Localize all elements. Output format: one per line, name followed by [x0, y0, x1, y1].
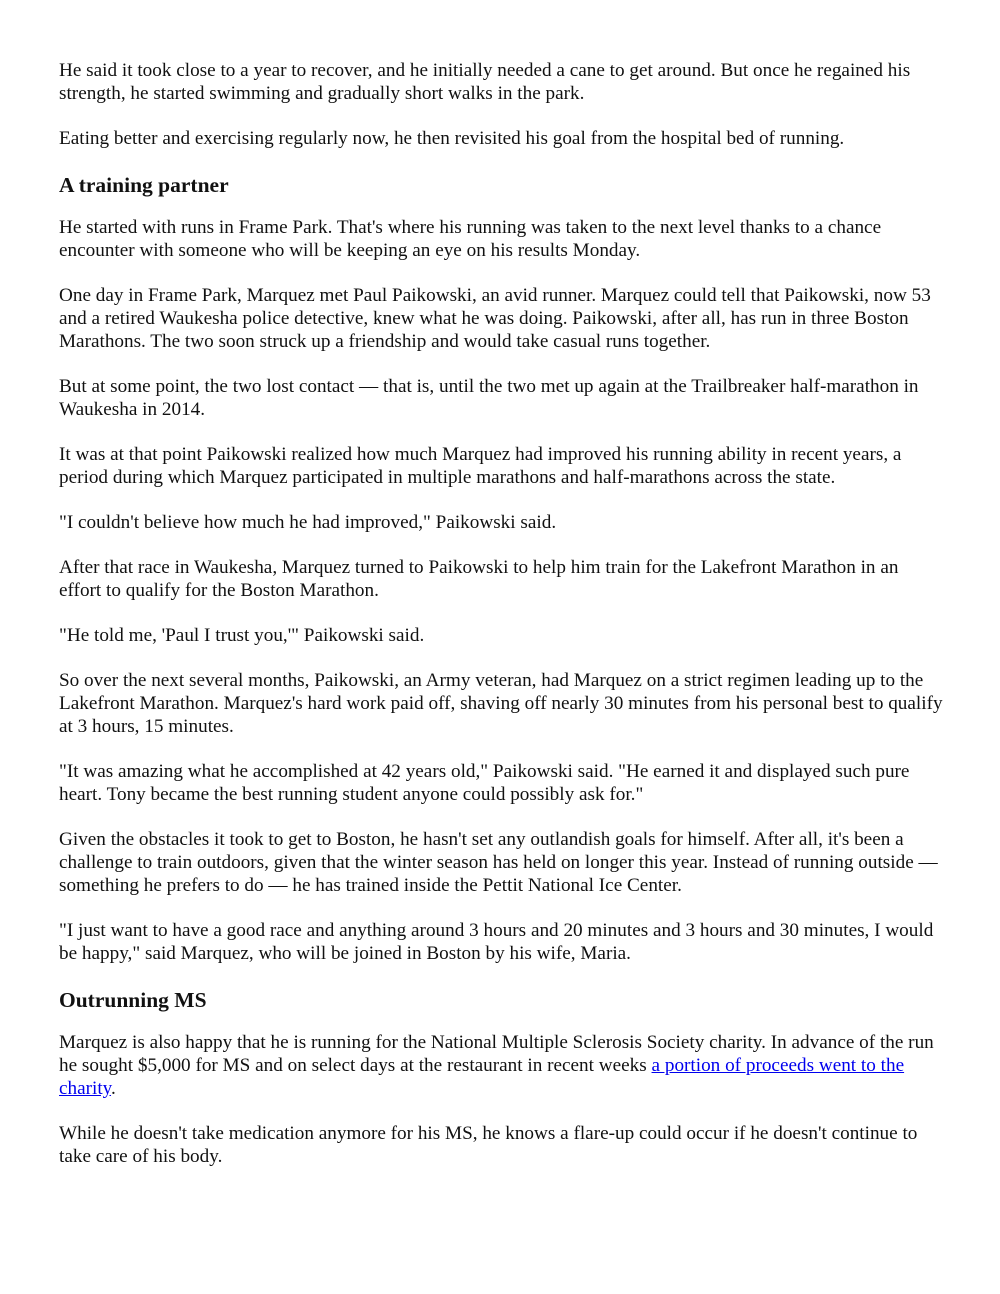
paragraph-obstacles: Given the obstacles it took to get to Boston, he hasn't set any outlandish goals for himself. After all, it's been a challenge to train outdoors, given that the winter season has held on longer this year. Instead of running outside — something he prefers to do — he has trained inside the Pettit National Ice Center. [59, 829, 938, 896]
paragraph-regimen: So over the next several months, Paikowski, an Army veteran, had Marquez on a strict regimen leading up to the Lakefront Marathon. Marquez's hard work paid off, shaving off nearly 30 minutes from his personal best to qualify at 3 hours, 15 minutes. [59, 670, 943, 737]
paragraph-quote-amazing: "It was amazing what he accomplished at 42 years old," Paikowski said. "He earned it and displayed such pure heart. Tony became the best running student anyone could possibly ask for." [59, 761, 910, 805]
charity-text-before: Marquez is also happy that he is running for the National Multiple Sclerosis Society charity. In advance of the run he sought $5,000 for MS and on select days at the restaurant in recent weeks [59, 1032, 934, 1076]
paragraph-frame-park: He started with runs in Frame Park. That's where his running was taken to the next level thanks to a chance encounter with someone who will be keeping an eye on his results Monday. [59, 217, 882, 261]
paragraph-quote-trust: "He told me, 'Paul I trust you,'" Paikowski said. [59, 625, 425, 646]
paragraph-medication: While he doesn't take medication anymore for his MS, he knows a flare-up could occur if he doesn't continue to take care of his body. [59, 1123, 918, 1167]
paragraph-paikowski-meeting: One day in Frame Park, Marquez met Paul Paikowski, an avid runner. Marquez could tell that Paikowski, now 53 and a retired Waukesha police detective, knew what he was doing. Paikowski, after all, has run in three Boston Marathons. The two soon struck up a friendship and would take casual runs together. [59, 285, 931, 352]
paragraph-improvement: It was at that point Paikowski realized how much Marquez had improved his running ability in recent years, a period during which Marquez participated in multiple marathons and half-marathons across the state. [59, 444, 902, 488]
paragraph-lakefront-training: After that race in Waukesha, Marquez turned to Paikowski to help him train for the Lakefront Marathon in an effort to qualify for the Boston Marathon. [59, 557, 899, 601]
paragraph-quote-improved: "I couldn't believe how much he had improved," Paikowski said. [59, 512, 557, 533]
paragraph-recovery: He said it took close to a year to recover, and he initially needed a cane to get around. But once he regained his strength, he started swimming and gradually short walks in the park. [59, 60, 911, 104]
heading-training-partner: A training partner [59, 173, 229, 197]
paragraph-quote-goal: "I just want to have a good race and anything around 3 hours and 20 minutes and 3 hours and 30 minutes, I would be happy," said Marquez, who will be joined in Boston by his wife, Maria. [59, 920, 934, 964]
paragraph-goal: Eating better and exercising regularly now, he then revisited his goal from the hospital bed of running. [59, 128, 845, 149]
article-body [59, 59, 944, 1190]
charity-proceeds-link[interactable]: a portion of proceeds went to the charity [59, 1055, 905, 1099]
paragraph-charity [59, 1031, 944, 1100]
heading-outrunning-ms: Outrunning MS [59, 988, 207, 1012]
paragraph-lost-contact: But at some point, the two lost contact — that is, until the two met up again at the Trailbreaker half-marathon in Waukesha in 2014. [59, 376, 919, 420]
charity-text-after: . [111, 1078, 116, 1099]
